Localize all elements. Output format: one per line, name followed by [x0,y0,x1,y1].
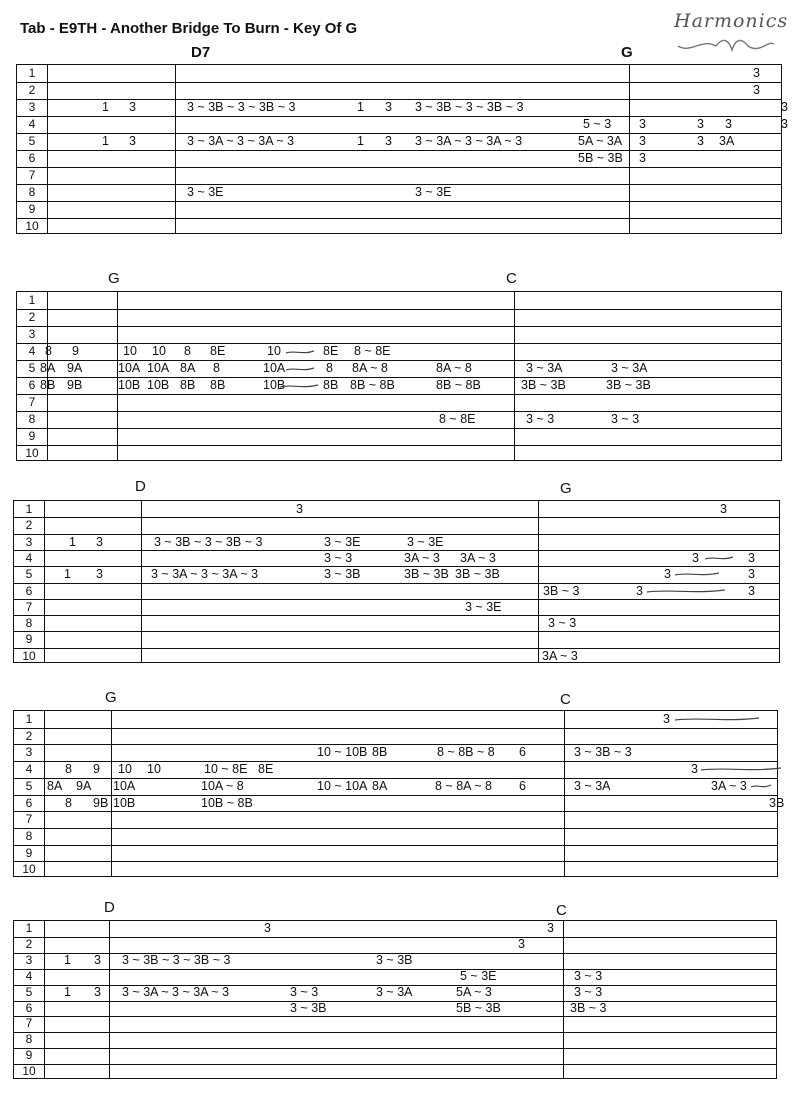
chord-label: G [560,480,572,497]
string-number: 4 [28,344,36,358]
tab-note: 10B ~ 8B [201,795,253,810]
string-number: 6 [25,1000,33,1015]
tab-note: 3 [94,984,101,999]
chord-label: G [621,44,633,61]
tab-note: 10A [118,361,141,375]
string-line [17,218,781,219]
string-line [14,1016,776,1017]
tab-note: 3 [753,83,760,97]
string-number: 7 [25,1016,33,1031]
tab-note: 3 [663,712,670,726]
tab-note: 3 [264,921,271,935]
string-number: 7 [28,395,36,409]
tab-note: 10A ~ 8 [201,778,244,793]
tab-note: 8 [65,762,72,777]
tab-note: 6 [519,745,526,760]
tab-note: 5 ~ 3 [583,117,612,131]
string-number: 8 [28,185,36,199]
tab-note: 8B ~ 8B [350,378,395,392]
tab-note: 1 [69,534,76,549]
string-line [14,861,777,862]
string-line [14,744,777,745]
string-line [14,969,776,970]
harmonics-squiggle [676,36,776,56]
string-number: 2 [25,518,33,533]
slide-tie [700,765,782,773]
tab-note: 9B [93,795,109,810]
tab-note: 8B [372,745,388,760]
string-line [14,599,779,600]
string-line [14,828,777,829]
string-number: 7 [28,168,36,182]
tab-note: 3 [639,151,646,165]
tab-note: 3 [748,550,755,565]
tab-note: 8A ~ 8 [352,361,388,375]
string-line [14,1064,776,1065]
tab-note: 3 ~ 3E [324,534,361,549]
slide-tie [279,382,319,390]
string-number: 2 [28,310,36,324]
tab-note: 8 [184,344,191,358]
slide-tie [674,570,720,578]
tab-note: 3B ~ 3B [606,378,651,392]
string-number: 1 [28,293,36,307]
bar-line [111,711,112,876]
tab-note: 3B ~ 3 [570,1000,607,1015]
tab-note: 8 ~ 8A ~ 8 [435,778,492,793]
tab-note: 3 [753,66,760,80]
tab-note: 10 [123,344,137,358]
string-number: 1 [25,712,33,726]
string-number: 9 [25,632,33,647]
tab-note: 3 [129,134,136,148]
tab-note: 3 ~ 3B ~ 3 ~ 3B ~ 3 [187,100,296,114]
tab-note: 3A [719,134,735,148]
tab-note: 10 ~ 10B [317,745,368,760]
string-line [17,394,781,395]
bar-line [47,65,48,233]
tab-note: 3A ~ 3 [542,648,578,663]
tab-note: 3 ~ 3 [574,984,603,999]
string-number: 1 [25,502,33,516]
tab-note: 3 ~ 3 [611,412,640,426]
tab-note: 8 ~ 8E [354,344,391,358]
string-line [14,648,779,649]
slide-tie [285,348,315,356]
tab-note: 3 [636,583,643,598]
string-line [14,728,777,729]
tab-note: 3B ~ 3B [521,378,566,392]
tab-note: 3 ~ 3A [574,778,611,793]
bar-line [109,921,110,1078]
tab-note: 3 [639,134,646,148]
tab-note: 3 [748,567,755,582]
string-number: 1 [25,921,33,935]
slide-tie [750,782,772,790]
tab-note: 1 [102,134,109,148]
tab-note: 3 ~ 3A ~ 3 ~ 3A ~ 3 [415,134,523,148]
string-line [14,631,779,632]
string-number: 5 [28,361,36,375]
bar-line [629,65,630,233]
string-line [17,428,781,429]
tab-note: 3 ~ 3 [526,412,555,426]
string-line [17,82,781,83]
bar-line [564,711,565,876]
chord-label: C [560,691,571,708]
string-number: 9 [25,845,33,860]
string-line [14,811,777,812]
string-number: 2 [28,83,36,97]
tab-note: 8A ~ 8 [436,361,472,375]
tab-staff [16,64,788,234]
string-number: 5 [25,778,33,793]
string-number: 9 [28,429,36,443]
tab-note: 10A [113,778,136,793]
string-number: 4 [25,968,33,983]
string-line [14,517,779,518]
tab-note: 3 ~ 3 [324,550,353,565]
string-number: 3 [25,745,33,760]
tab-note: 3 [691,762,698,777]
string-number: 3 [25,952,33,967]
tab-note: 1 [64,567,71,582]
chord-label: C [556,902,567,919]
tab-note: 8B [323,378,339,392]
chord-label: G [108,270,120,287]
tab-note: 3 ~ 3A [611,361,648,375]
string-number: 8 [28,412,36,426]
tab-note: 1 [64,984,71,999]
string-number: 5 [25,984,33,999]
tab-note: 3 ~ 3B ~ 3 ~ 3B ~ 3 [415,100,524,114]
tab-staff [13,920,777,1079]
string-number: 4 [25,762,33,777]
tab-note: 3 ~ 3A ~ 3 ~ 3A ~ 3 [122,984,230,999]
tab-note: 3 [96,567,103,582]
tab-note: 9A [67,361,83,375]
tab-note: 3A ~ 3 [460,550,496,565]
tab-note: 3 ~ 3B [290,1000,327,1015]
bar-line [44,501,45,662]
tab-note: 10 [152,344,166,358]
string-number: 4 [25,550,33,565]
tab-note: 3 ~ 3B ~ 3 ~ 3B ~ 3 [154,534,263,549]
chord-label: G [105,689,117,706]
string-line [14,550,779,551]
chord-label: D [104,899,115,916]
string-number: 3 [28,100,36,114]
tab-note: 3 [781,117,788,131]
string-line [17,167,781,168]
string-line [17,411,781,412]
tab-note: 3 ~ 3B ~ 3 ~ 3B ~ 3 [122,952,231,967]
tab-note: 3 ~ 3 [290,984,319,999]
tab-note: 3 [781,100,788,114]
string-number: 10 [25,219,39,233]
chord-label: C [506,270,517,287]
bar-line [514,292,515,460]
tab-note: 9 [93,762,100,777]
string-number: 6 [25,795,33,810]
tab-note: 3 ~ 3B [324,567,361,582]
string-line [17,116,781,117]
tab-note: 3 [664,567,671,582]
tab-note: 8 ~ 8B ~ 8 [437,745,495,760]
bar-line [44,711,45,876]
tab-note: 3 [697,117,704,131]
tab-note: 6 [519,778,526,793]
tab-note: 3B ~ 3B [404,567,449,582]
string-line [14,1032,776,1033]
tab-note: 10 [147,762,161,777]
tab-note: 8 [213,361,220,375]
bar-line [44,921,45,1078]
tab-note: 1 [64,952,71,967]
tab-note: 10B [147,378,170,392]
tab-note: 3 [697,134,704,148]
tab-note: 3 ~ 3A ~ 3 ~ 3A ~ 3 [187,134,295,148]
tab-note: 3 [129,100,136,114]
tab-note: 8 [65,795,72,810]
tab-staff [13,710,785,877]
tab-note: 9A [76,778,92,793]
tab-note: 3 [96,534,103,549]
tab-note: 3 ~ 3A ~ 3 ~ 3A ~ 3 [151,567,259,582]
tab-note: 5B ~ 3B [578,151,623,165]
tab-note: 3 ~ 3B ~ 3 [574,745,632,760]
tab-note: 3 ~ 3E [415,185,452,199]
string-number: 10 [22,648,36,663]
tab-note: 10B [118,378,141,392]
tab-note: 3 [720,502,727,516]
tab-note: 8E [258,762,274,777]
tab-note: 3B [769,795,785,810]
tab-note: 3 [94,952,101,967]
string-number: 2 [25,728,33,743]
tab-note: 3 ~ 3E [187,185,224,199]
tab-note: 3B ~ 3B [455,567,500,582]
tab-note: 5B ~ 3B [456,1000,501,1015]
string-number: 3 [25,534,33,549]
string-line [17,184,781,185]
string-line [17,201,781,202]
tab-note: 3 [748,583,755,598]
string-line [14,937,776,938]
tab-note: 3A ~ 3 [711,778,747,793]
tab-note: 5A ~ 3 [456,984,492,999]
bar-line [141,501,142,662]
tab-note: 3 [385,134,392,148]
tab-note: 3 ~ 3E [407,534,444,549]
tab-note: 10B [263,378,286,392]
string-number: 10 [22,862,36,877]
string-number: 5 [28,134,36,148]
tab-note: 3 ~ 3A [376,984,413,999]
string-number: 2 [25,936,33,951]
tab-note: 10A [263,361,286,375]
tab-note: 8 [45,344,52,358]
string-line [14,534,779,535]
bar-line [563,921,564,1078]
slide-tie [674,715,760,723]
tab-note: 1 [357,100,364,114]
string-number: 10 [22,1064,36,1079]
string-number: 9 [28,202,36,216]
tab-staff [13,500,780,663]
tab-note: 8E [210,344,226,358]
tab-note: 3 [296,502,303,516]
string-number: 5 [25,567,33,582]
bar-line [175,65,176,233]
string-number: 6 [28,378,36,392]
chord-label: D [135,478,146,495]
string-number: 6 [25,583,33,598]
slide-tie [704,554,734,562]
tab-staff [16,291,782,461]
tab-note: 8B ~ 8B [436,378,481,392]
tab-note: 3B ~ 3 [543,583,580,598]
string-number: 8 [25,1032,33,1047]
tab-note: 3 [692,550,699,565]
tab-note: 8A [372,778,388,793]
tab-note: 3 [725,117,732,131]
tab-note: 10 ~ 8E [204,762,248,777]
string-number: 7 [25,812,33,827]
string-line [14,845,777,846]
string-number: 3 [28,327,36,341]
tab-note: 3A ~ 3 [404,550,440,565]
string-line [14,1048,776,1049]
string-number: 9 [25,1048,33,1063]
string-number: 8 [25,828,33,843]
tab-note: 3 ~ 3 [574,968,603,983]
string-number: 1 [28,66,36,80]
tab-note: 10 [267,344,281,358]
tab-note: 3 ~ 3B [376,952,413,967]
bar-line [538,501,539,662]
tab-note: 3 [639,117,646,131]
tab-note: 10 ~ 10A [317,778,368,793]
slide-tie [285,365,315,373]
tab-note: 8 [326,361,333,375]
string-number: 4 [28,117,36,131]
tab-note: 8B [40,378,56,392]
string-number: 7 [25,599,33,614]
harmonics-annotation: Harmonics [674,10,789,32]
string-number: 8 [25,616,33,631]
tab-note: 10A [147,361,170,375]
tab-note: 3 [547,921,554,935]
tab-note: 1 [102,100,109,114]
string-line [14,583,779,584]
tab-note: 3 ~ 3A [526,361,563,375]
tab-note: 9B [67,378,83,392]
page-title: Tab - E9TH - Another Bridge To Burn - Key Of G [20,20,358,37]
string-line [17,309,781,310]
string-line [14,615,779,616]
tab-note: 10B [113,795,136,810]
tab-note: 5 ~ 3E [460,968,497,983]
tab-note: 8A [180,361,196,375]
string-line [17,150,781,151]
string-line [14,1001,776,1002]
tab-note: 3 ~ 3E [465,599,502,614]
string-line [17,445,781,446]
chord-label: D7 [191,44,211,61]
tab-note: 8B [180,378,196,392]
tab-note: 3 [518,936,525,951]
tab-note: 8A [47,778,63,793]
string-number: 10 [25,446,39,460]
tab-note: 5A ~ 3A [578,134,623,148]
tab-note: 10 [118,762,132,777]
tab-note: 8 ~ 8E [439,412,476,426]
tab-note: 8A [40,361,56,375]
string-number: 6 [28,151,36,165]
tab-note: 1 [357,134,364,148]
tab-note: 3 ~ 3 [548,616,577,631]
slide-tie [646,587,726,595]
tab-note: 8B [210,378,226,392]
tab-note: 3 [385,100,392,114]
tab-note: 8E [323,344,339,358]
string-line [17,326,781,327]
tab-note: 9 [72,344,79,358]
